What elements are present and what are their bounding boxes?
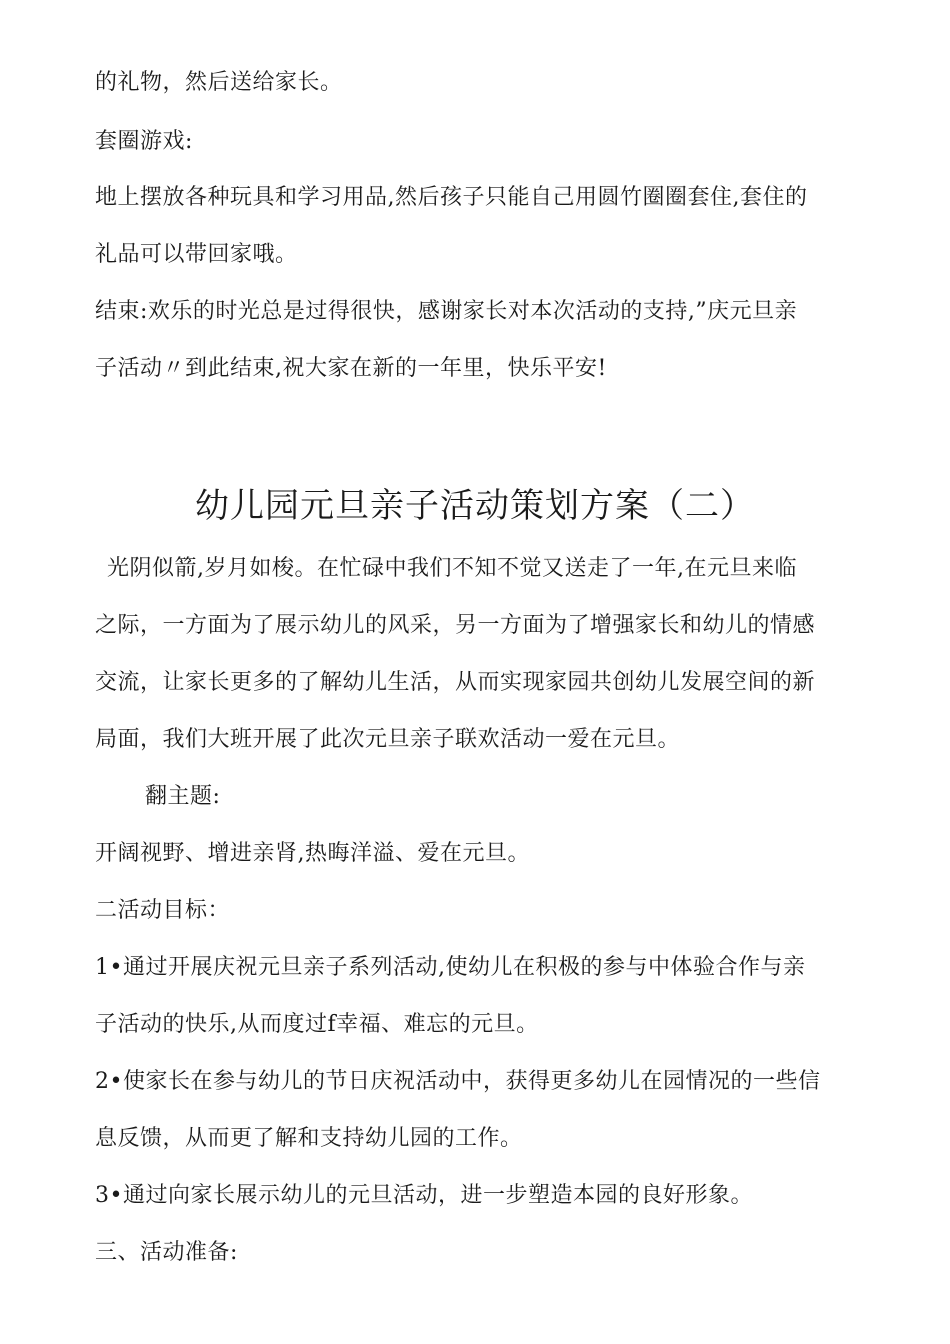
- paragraph-line: 地上摆放各种玩具和学习用品,然后孩子只能自己用圆竹圈圈套住,套住的: [95, 185, 808, 210]
- theme-heading: 翻主题:: [145, 784, 221, 809]
- goals-heading: 二活动目标：: [95, 898, 231, 923]
- paragraph-line: 之际，一方面为了展示幼儿的风采，另一方面为了增强家长和幼儿的情感: [95, 613, 816, 638]
- paragraph-line: 的礼物，然后送给家长。: [95, 70, 343, 95]
- paragraph-line: 子活动的快乐,从而度过f幸福、难忘的元旦。: [95, 1012, 539, 1037]
- paragraph-line: 开阔视野、增进亲肾,热晦洋溢、爱在元旦。: [95, 841, 530, 866]
- paragraph-line: 3•通过向家长展示幼儿的元旦活动，进一步塑造本园的良好形象。: [95, 1183, 753, 1208]
- ring-game-heading: 套圈游戏:: [95, 129, 193, 154]
- paragraph-line: 2•使家长在参与幼儿的节日庆祝活动中，获得更多幼儿在园情况的一些信: [95, 1069, 821, 1094]
- preparation-heading: 三、活动准备:: [95, 1240, 238, 1265]
- paragraph-line: 交流，让家长更多的了解幼儿生活，从而实现家园共创幼儿发展空间的新: [95, 670, 816, 695]
- paragraph-line: 礼品可以带回家哦。: [95, 242, 298, 267]
- paragraph-line: 局面，我们大班开展了此次元旦亲子联欢活动一爱在元旦。: [95, 727, 681, 752]
- paragraph-line: 息反馈，从而更了解和支持幼儿园的工作。: [95, 1126, 523, 1151]
- paragraph-line: 结束:欢乐的时光总是过得很快，感谢家长对本次活动的支持,”庆元旦亲: [95, 299, 798, 324]
- document-title: 幼儿园元旦亲子活动策划方案（二）: [195, 486, 755, 526]
- paragraph-line: 1•通过开展庆祝元旦亲子系列活动,使幼儿在积极的参与中体验合作与亲: [95, 955, 806, 980]
- paragraph-line: 光阴似箭,岁月如梭。在忙碌中我们不知不觉又送走了一年,在元旦来临: [107, 556, 797, 581]
- paragraph-line: 子活动〃到此结束,祝大家在新的一年里，快乐平安!: [95, 356, 607, 381]
